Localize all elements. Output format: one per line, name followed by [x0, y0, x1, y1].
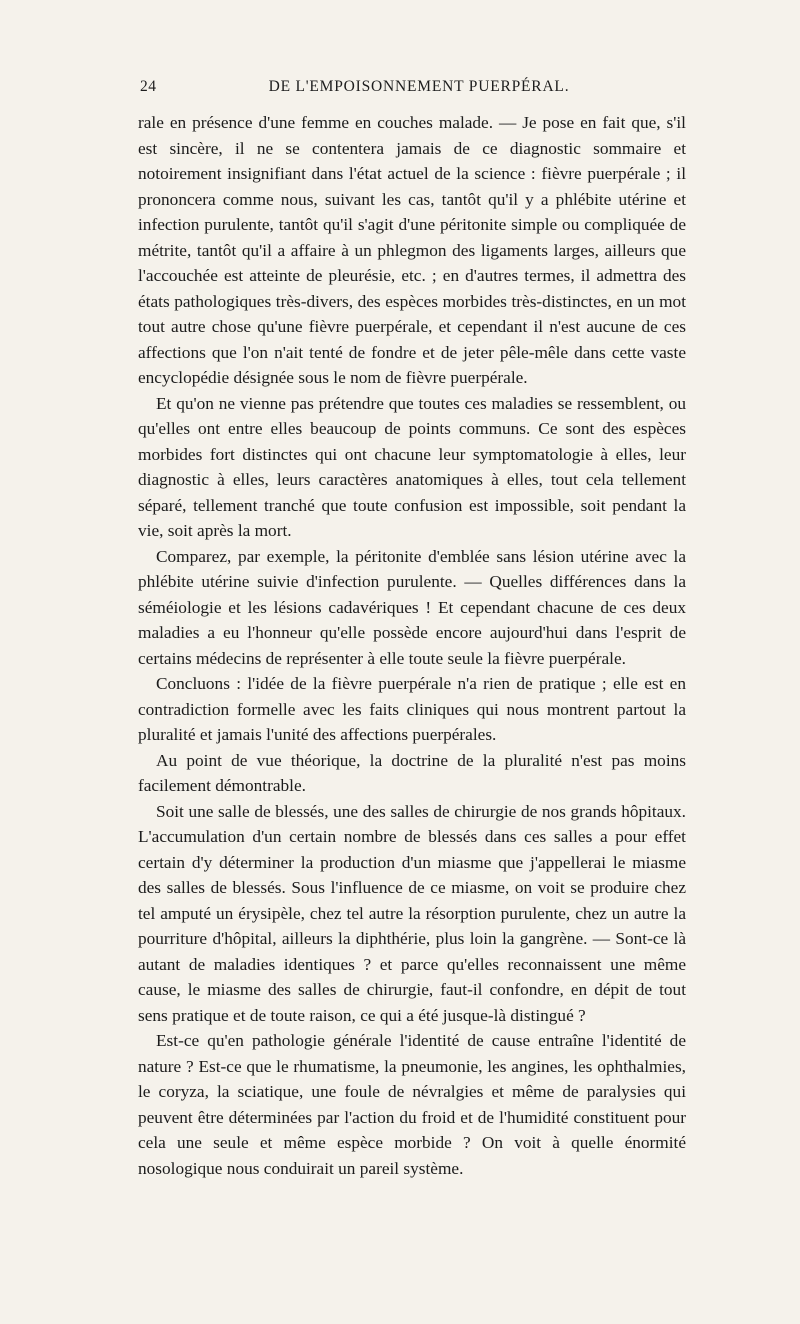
- paragraph-5: Au point de vue théorique, la doctrine de la pluralité n'est pas moins facilement démontrable.: [138, 750, 686, 795]
- body-text: [138, 110, 686, 1181]
- paragraph-7: Est-ce qu'en pathologie générale l'identité de cause entraîne l'identité de nature ? Est-ce que le rhumatisme, la pneumonie, les angines, les ophthalmies, le coryza, la sciatique, une foule de névralgies et même de paralysies qui peuvent être déterminées par l'action du froid et de l'humidité constituent pour cela une seule et même espèce morbide ? On voit à quelle énormité nosologique nous conduirait un pareil système.: [138, 1031, 686, 1178]
- page-number: 24: [140, 78, 157, 95]
- paragraph-6: Soit une salle de blessés, une des salles de chirurgie de nos grands hôpitaux. L'accumulation d'un certain nombre de blessés dans ces salles a pour effet certain d'y déterminer la production d'un miasme que j'appellerai le miasme des salles de blessés. Sous l'influence de ce miasme, on voit se produire chez tel amputé un érysipèle, chez tel autre la résorption purulente, chez un autre la pourriture d'hôpital, ailleurs la diphthérie, plus loin la gangrène. — Sont-ce là autant de maladies identiques ? et parce qu'elles reconnaissent une même cause, le miasme des salles de chirurgie, faut-il confondre, en dépit de tout sens pratique et de toute raison, ce qui a été jusque-là distingué ?: [138, 801, 686, 1025]
- paragraph-2: Et qu'on ne vienne pas prétendre que toutes ces maladies se ressemblent, ou qu'elles ont entre elles beaucoup de points communs. Ce sont des espèces morbides fort distinctes qui ont chacune leur symptomatologie à elles, leur diagnostic à elles, leurs caractères anatomiques à elles, tout cela tellement séparé, tellement tranché que toute confusion est impossible, soit pendant la vie, soit après la mort.: [138, 393, 686, 540]
- paragraph-1: rale en présence d'une femme en couches malade. — Je pose en fait que, s'il est sincère, il ne se contentera jamais de ce diagnostic sommaire et notoirement insignifiant dans l'état actuel de la science : fièvre puerpérale ; il prononcera comme nous, suivant les cas, tantôt qu'il y a phlébite utérine et infection purulente, tantôt qu'il s'agit d'une péritonite simple ou compliquée de métrite, tantôt qu'il a affaire à un phlegmon des ligaments larges, ailleurs que l'accouchée est atteinte de pleurésie, etc. ; en d'autres termes, il admettra des états pathologiques très-divers, des espèces morbides très-distinctes, en un mot tout autre chose qu'une fièvre puerpérale, et cependant il n'est aucune de ces affections que l'on n'ait tenté de fondre et de jeter pêle-mêle dans cette vaste encyclopédie désignée sous le nom de fièvre puerpérale.: [138, 113, 686, 387]
- page-header: [140, 78, 680, 102]
- paragraph-3: Comparez, par exemple, la péritonite d'emblée sans lésion utérine avec la phlébite utérine suivie d'infection purulente. — Quelles différences dans la séméiologie et les lésions cadavériques ! Et cependant chacune de ces deux maladies a eu l'honneur qu'elle possède encore aujourd'hui dans l'esprit de certains médecins de représenter à elle toute seule la fièvre puerpérale.: [138, 546, 686, 668]
- paragraph-4: Concluons : l'idée de la fièvre puerpérale n'a rien de pratique ; elle est en contradiction formelle avec les faits cliniques qui nous montrent partout la pluralité et jamais l'unité des affections puerpérales.: [138, 674, 686, 744]
- running-title: DE L'EMPOISONNEMENT PUERPÉRAL.: [268, 78, 570, 95]
